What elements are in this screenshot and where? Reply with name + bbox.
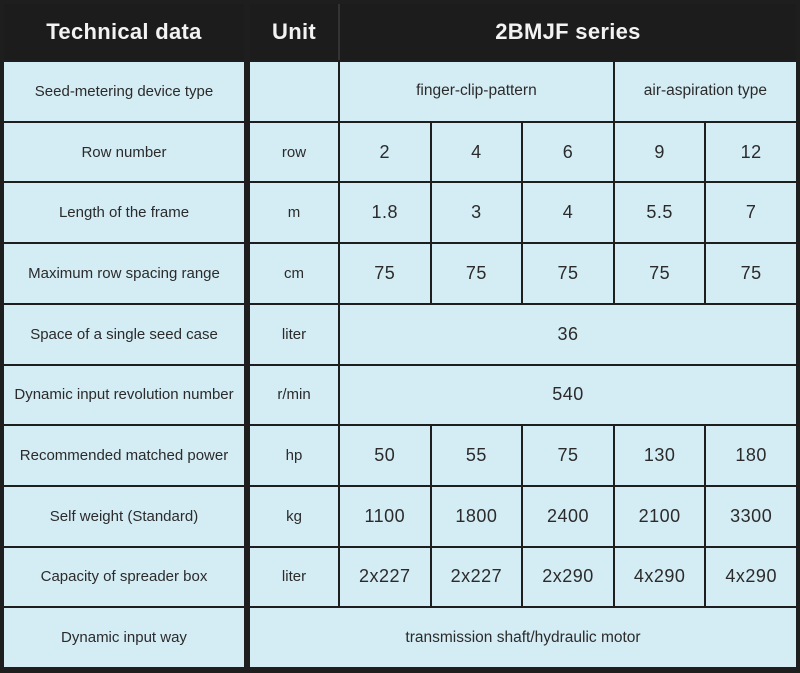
row-label: Capacity of spreader box bbox=[4, 548, 248, 607]
cell-value: 75 bbox=[615, 244, 705, 303]
row-unit: kg bbox=[250, 487, 338, 546]
cell-value: 540 bbox=[340, 366, 796, 425]
cell-value: 2x227 bbox=[432, 548, 522, 607]
header-unit: Unit bbox=[250, 4, 338, 60]
row-unit: liter bbox=[250, 305, 338, 364]
cell-value: 4x290 bbox=[615, 548, 705, 607]
cell-value: 3300 bbox=[706, 487, 796, 546]
cell-value: 2 bbox=[340, 123, 430, 182]
cell-value: 2100 bbox=[615, 487, 705, 546]
cell-value: transmission shaft/hydraulic motor bbox=[250, 608, 796, 667]
row-unit: cm bbox=[250, 244, 338, 303]
cell-value: 9 bbox=[615, 123, 705, 182]
row-unit: r/min bbox=[250, 366, 338, 425]
cell-value: 1.8 bbox=[340, 183, 430, 242]
cell-value: 75 bbox=[706, 244, 796, 303]
row-unit: row bbox=[250, 123, 338, 182]
cell-value: 2x290 bbox=[523, 548, 613, 607]
cell-value: 12 bbox=[706, 123, 796, 182]
cell-value: 6 bbox=[523, 123, 613, 182]
cell-value: 1800 bbox=[432, 487, 522, 546]
cell-value: 4 bbox=[523, 183, 613, 242]
row-label: Dynamic input revolution number bbox=[4, 366, 248, 425]
cell-value: 75 bbox=[432, 244, 522, 303]
cell-value: 4x290 bbox=[706, 548, 796, 607]
row-label: Recommended matched power bbox=[4, 426, 248, 485]
cell-value: 75 bbox=[523, 426, 613, 485]
cell-value: 130 bbox=[615, 426, 705, 485]
cell-value: finger-clip-pattern bbox=[340, 62, 613, 121]
cell-value: 1100 bbox=[340, 487, 430, 546]
row-label: Dynamic input way bbox=[4, 608, 248, 667]
row-label: Maximum row spacing range bbox=[4, 244, 248, 303]
cell-value: 180 bbox=[706, 426, 796, 485]
row-unit: m bbox=[250, 183, 338, 242]
row-label: Seed-metering device type bbox=[4, 62, 248, 121]
cell-value: 3 bbox=[432, 183, 522, 242]
cell-value: 2x227 bbox=[340, 548, 430, 607]
header-series: 2BMJF series bbox=[340, 4, 796, 60]
row-label: Space of a single seed case bbox=[4, 305, 248, 364]
cell-value: 2400 bbox=[523, 487, 613, 546]
cell-value: 4 bbox=[432, 123, 522, 182]
cell-value: 50 bbox=[340, 426, 430, 485]
cell-value: 7 bbox=[706, 183, 796, 242]
cell-value: 36 bbox=[340, 305, 796, 364]
row-unit: liter bbox=[250, 548, 338, 607]
row-unit bbox=[250, 62, 338, 121]
cell-value: 5.5 bbox=[615, 183, 705, 242]
cell-value: 75 bbox=[340, 244, 430, 303]
row-label: Self weight (Standard) bbox=[4, 487, 248, 546]
row-label: Length of the frame bbox=[4, 183, 248, 242]
cell-value: 75 bbox=[523, 244, 613, 303]
row-unit: hp bbox=[250, 426, 338, 485]
header-technical-data: Technical data bbox=[4, 4, 248, 60]
cell-value: air-aspiration type bbox=[615, 62, 796, 121]
row-label: Row number bbox=[4, 123, 248, 182]
cell-value: 55 bbox=[432, 426, 522, 485]
